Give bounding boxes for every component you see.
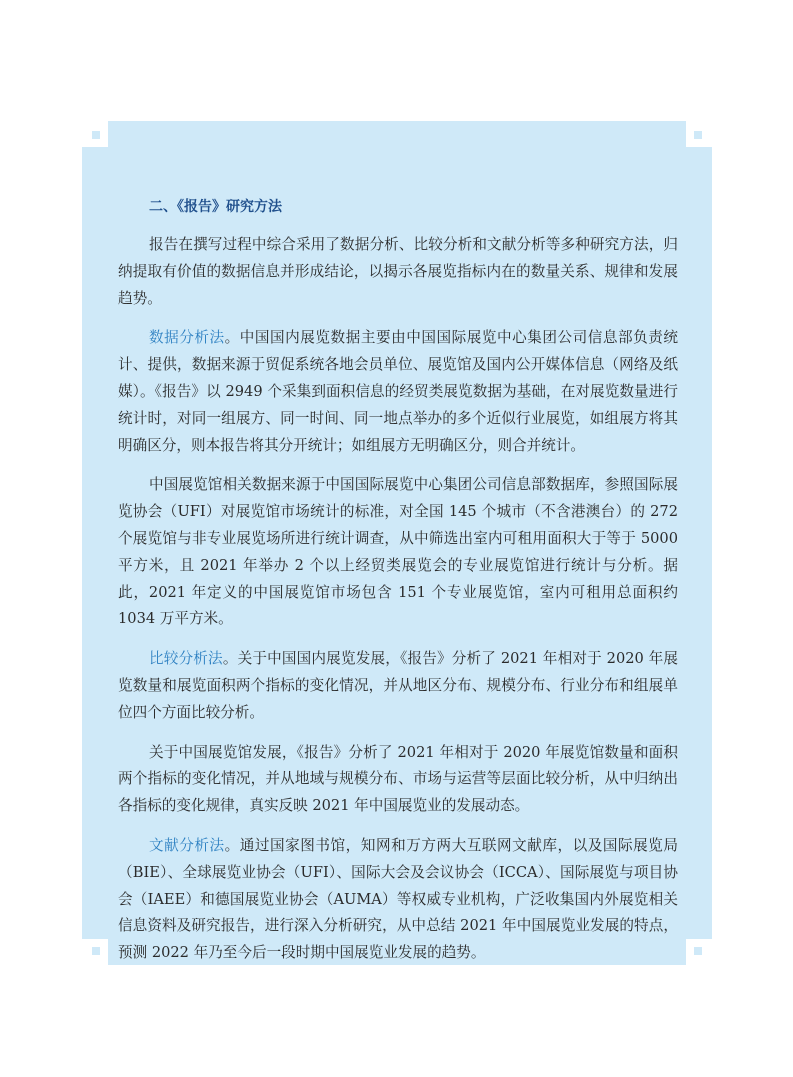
- method-keyword: 文献分析法: [149, 836, 225, 854]
- section-heading: 二、《报告》研究方法: [149, 199, 282, 215]
- paragraph-text: 。关于中国国内展览发展，《报告》分析了 2021 年相对于 2020 年展览数量和展览面积两个指标的变化情况，并从地区分布、规模分布、行业分布和组展单位四个方面比较分析。: [118, 650, 678, 721]
- corner-ornament-top-right: [686, 121, 712, 147]
- paragraph-text: 报告在撰写过程中综合采用了数据分析、比较分析和文献分析等多种研究方法，归纳提取有价值的数据信息并形成结论，以揭示各展览指标内在的数量关系、规律和发展趋势。: [118, 236, 678, 307]
- paragraph-data-analysis: [118, 325, 678, 459]
- paragraph-text: 中国展览馆相关数据来源于中国国际展览中心集团公司信息部数据库，参照国际展览协会（UFI）对展览馆市场统计的标准，对全国 145 个城市（不含港澳台）的 272 个展览馆与非专业展览场所进行统计调查，从中筛选出室内可租用面积大于等于 5000 平方米，且 2021 年举办 2 个以上经贸类展览会的专业展览馆进行统计与分析。据此，2021 年定义的中国展览馆市场包含 151 个专业展览馆，室内可租用总面积约 1034 万平方米。: [118, 476, 678, 628]
- paragraph-text: 关于中国展览馆发展，《报告》分析了 2021 年相对于 2020 年展览馆数量和面积两个指标的变化情况，并从地域与规模分布、市场与运营等层面比较分析，从中归纳出各指标的变化规律，真实反映 2021 年中国展览业的发展动态。: [118, 743, 678, 815]
- paragraph-overview: [118, 232, 678, 312]
- paragraph-venue-data: [118, 472, 678, 633]
- method-keyword: 数据分析法: [149, 329, 225, 347]
- corner-square-top-left: [92, 131, 100, 139]
- paragraph-text: 。通过国家图书馆，知网和万方两大互联网文献库，以及国际展览局（BIE）、全球展览业协会（UFI）、国际大会及会议协会（ICCA）、国际展览与项目协会（IAEE）和德国展览业协会（AUMA）等权威专业机构，广泛收集国内外展览相关信息资料及研究报告，进行深入分析研究，从中总结 2021 年中国展览业发展的特点，预测 2022 年乃至今后一段时期中国展览业发展的趋势。: [118, 836, 678, 962]
- paragraph-text: 。中国国内展览数据主要由中国国际展览中心集团公司信息部负责统计、提供，数据来源于贸促系统各地会员单位、展览馆及国内公开媒体信息（网络及纸媒）。《报告》以 2949 个采集到面积信息的经贸类展览数据为基础，在对展览数量进行统计时，对同一组展方、同一时间、同一地点举办的多个近似行业展览，如组展方将其明确区分，则本报告将其分开统计；如组展方无明确区分，则合并统计。: [118, 329, 678, 454]
- paragraph-literature-analysis: [118, 833, 678, 967]
- document-body: [118, 194, 678, 980]
- corner-ornament-bottom-left: [82, 939, 108, 965]
- paragraph-venue-comparison: [118, 740, 678, 820]
- paragraph-comparative-analysis: [118, 646, 678, 726]
- method-keyword: 比较分析法: [149, 650, 223, 668]
- corner-ornament-bottom-right: [686, 939, 712, 965]
